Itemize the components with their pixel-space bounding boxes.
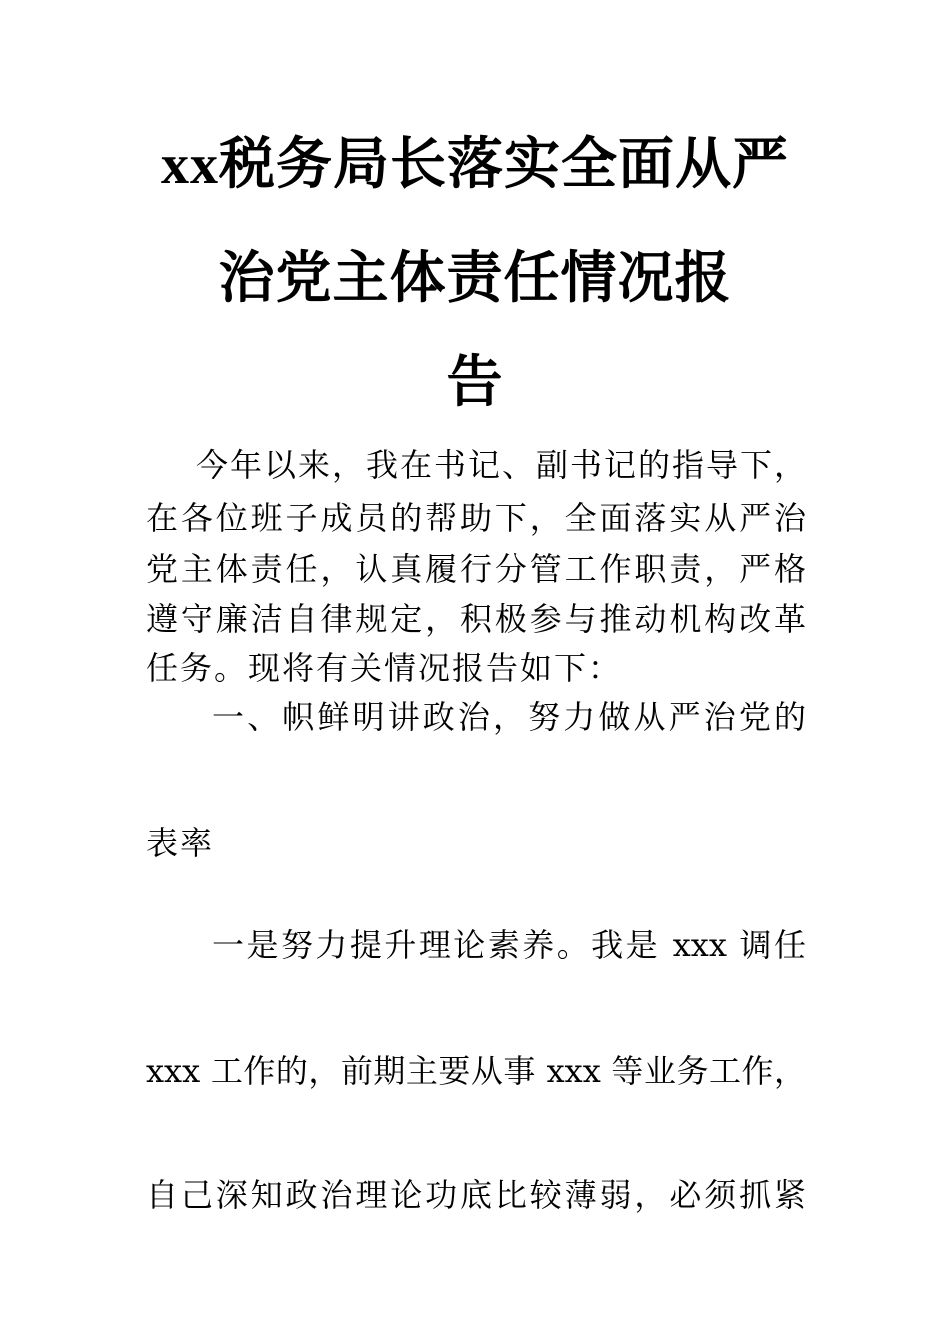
section-heading-1: 一、帜鲜明讲政治，努力做从严治党的 bbox=[212, 698, 806, 736]
body-line-6: 一是努力提升理论素养。我是 xxx 调任 bbox=[212, 926, 806, 964]
body-line-1: 今年以来，我在书记、副书记的指导下， bbox=[196, 446, 809, 484]
body-line-4: 遵守廉洁自律规定，积极参与推动机构改革 bbox=[146, 600, 806, 638]
body-line-5: 任务。现将有关情况报告如下： bbox=[146, 649, 623, 687]
body-line-2: 在各位班子成员的帮助下，全面落实从严治 bbox=[146, 499, 806, 537]
document-title-line-1 bbox=[0, 130, 950, 200]
body-line-3: 党主体责任，认真履行分管工作职责，严格 bbox=[146, 550, 806, 588]
body-line-8: 自己深知政治理论功底比较薄弱，必须抓紧 bbox=[146, 1176, 806, 1214]
section-heading-1-continued: 表率 bbox=[146, 824, 215, 862]
title-text: 税务局长落实全面从严 bbox=[219, 132, 789, 197]
body-line-7: xxx 工作的，前期主要从事 xxx 等业务工作， bbox=[146, 1052, 806, 1090]
title-latin-prefix: xx bbox=[161, 134, 219, 196]
document-title-line-2: 治党主体责任情况报 bbox=[218, 246, 732, 311]
document-title-line-3: 告 bbox=[446, 350, 504, 415]
